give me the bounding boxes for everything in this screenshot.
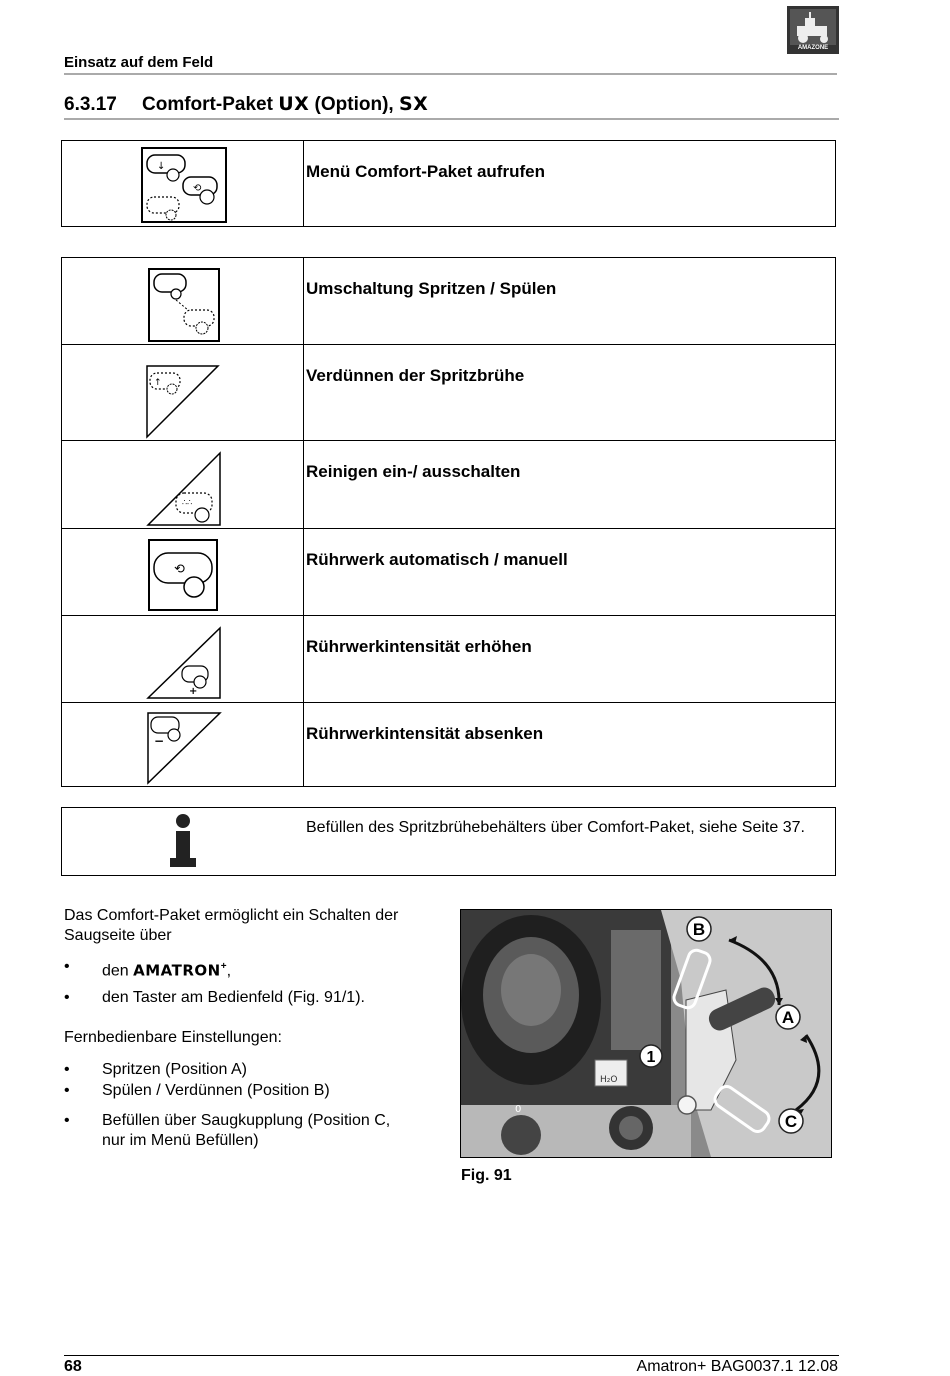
info-note <box>61 807 836 876</box>
list-item <box>64 1060 444 1082</box>
function-label: Rührwerk automatisch / manuell <box>304 529 836 616</box>
list-item <box>64 1111 444 1153</box>
list-item <box>64 1081 444 1103</box>
function-label: Rührwerkintensität absenken <box>304 703 836 787</box>
svg-text:∴∴: ∴∴ <box>182 498 193 507</box>
subheading: Fernbedienbare Einstellungen: <box>64 1029 282 1046</box>
brand-sx: SX <box>398 93 429 115</box>
svg-text:↑: ↑ <box>154 378 162 388</box>
dilute-icon[interactable] <box>146 365 220 439</box>
zero-photo-label: 0 <box>515 1104 522 1115</box>
bullet-text-cont: nur im Menü Befüllen) <box>102 1132 259 1149</box>
amazone-logo <box>787 6 839 54</box>
bullet: • <box>64 989 70 1006</box>
callout-c: C <box>784 1112 798 1131</box>
running-header: Einsatz auf dem Feld <box>64 54 214 71</box>
bullet-text-end: , <box>226 962 232 980</box>
figure-91-photo <box>460 909 832 1158</box>
bullet-text: Befüllen über Saugkupplung (Position C, <box>102 1112 391 1129</box>
svg-text:↓: ↓ <box>157 161 166 172</box>
logo-wordmark: AMAZONE <box>797 45 829 51</box>
callout-b: B <box>692 920 706 939</box>
icon-cell <box>62 616 304 703</box>
svg-text:⟲: ⟲ <box>174 562 185 577</box>
table-row <box>62 258 836 345</box>
bullet: • <box>64 1082 70 1099</box>
icon-cell <box>62 703 304 787</box>
bullet-text: Spritzen (Position A) <box>102 1061 247 1078</box>
section-number: 6.3.17 <box>64 94 117 115</box>
table-row <box>62 529 836 616</box>
table-row <box>62 141 836 227</box>
brand-ux: UX <box>278 93 310 115</box>
bullet: • <box>64 1112 70 1129</box>
function-label: Rührwerkintensität erhöhen <box>304 616 836 703</box>
svg-text:⟲: ⟲ <box>193 183 202 194</box>
list-item <box>64 957 444 979</box>
bullet: • <box>64 1061 70 1078</box>
menu-label: Menü Comfort-Paket aufrufen <box>304 141 836 227</box>
menu-table <box>61 140 836 227</box>
footer-rule <box>64 1355 839 1356</box>
table-row <box>62 703 836 787</box>
document-id: Amatron+ BAG0037.1 12.08 <box>636 1358 838 1375</box>
bullet-text: den <box>102 962 134 980</box>
svg-text:−: − <box>154 734 165 748</box>
section-title-prefix: Comfort-Paket <box>142 94 273 115</box>
list-item <box>64 988 444 1010</box>
control-panel-photo <box>461 910 831 1157</box>
info-icon <box>168 814 198 868</box>
icon-cell <box>62 141 304 227</box>
h2o-photo-label: H₂O <box>600 1075 618 1085</box>
comfort-menu-icon[interactable] <box>141 147 227 223</box>
svg-text:+: + <box>189 686 198 697</box>
amatron-brand: AMATRON <box>133 961 221 980</box>
icon-cell <box>62 345 304 441</box>
intro-paragraph: Das Comfort-Paket ermöglicht ein Schalten der Saugseite über <box>64 907 399 944</box>
figure-caption: Fig. 91 <box>461 1167 512 1184</box>
icon-cell <box>62 258 304 345</box>
amatron-plus: + <box>220 961 227 972</box>
page-number: 68 <box>64 1358 82 1375</box>
switch-spray-rinse-icon[interactable] <box>148 268 220 342</box>
agitator-auto-manual-icon[interactable] <box>148 539 218 611</box>
agitator-decrease-icon[interactable] <box>146 711 222 785</box>
section-title <box>64 93 428 116</box>
callout-a: A <box>781 1008 795 1027</box>
function-table <box>61 257 836 787</box>
icon-cell <box>62 441 304 529</box>
table-row <box>62 345 836 441</box>
icon-cell <box>62 529 304 616</box>
bullet: • <box>64 958 70 975</box>
title-rule <box>64 118 839 120</box>
agitator-increase-icon[interactable] <box>146 626 222 700</box>
callout-1: 1 <box>646 1049 656 1066</box>
header-rule <box>64 73 837 75</box>
table-row <box>62 616 836 703</box>
bullet-text: Spülen / Verdünnen (Position B) <box>102 1082 330 1099</box>
section-title-middle: (Option), <box>314 94 394 115</box>
bullet-text: den Taster am Bedienfeld (Fig. 91/1). <box>102 989 365 1006</box>
function-label: Verdünnen der Spritzbrühe <box>304 345 836 441</box>
clean-toggle-icon[interactable] <box>146 451 222 527</box>
function-label: Reinigen ein-/ ausschalten <box>304 441 836 529</box>
function-label: Umschaltung Spritzen / Spülen <box>304 258 836 345</box>
table-row <box>62 441 836 529</box>
note-text: Befüllen des Spritzbrühebehälters über Comfort-Paket, siehe Seite 37. <box>306 819 805 836</box>
